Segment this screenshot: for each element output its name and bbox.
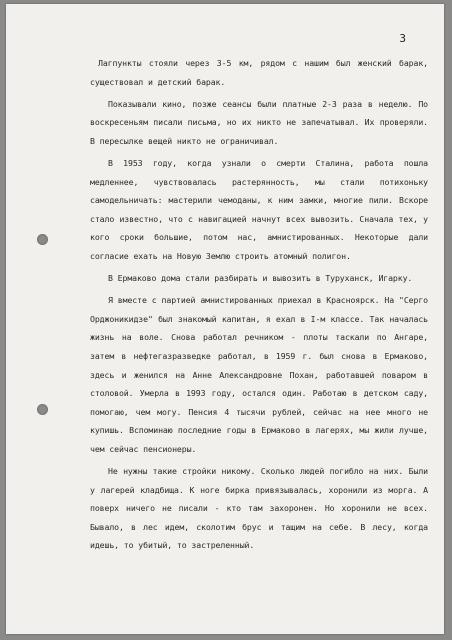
paragraph: В Ермаково дома стали разбирать и вывозить в Туруханск, Игарку. — [108, 273, 413, 284]
page-number: 3 — [399, 32, 406, 45]
paragraph: Показывали кино, позже сеансы были платные 2-3 раза в неделю. По воскресеньям писали письма, но их никто не запечатывал. Их проверяли. В пересылке вещей никто не ограничивал. — [90, 98, 428, 146]
paragraph: Я вместе с партией амнистированных приехал в Красноярск. На "Серго Орджоникидзе" был знакомый капитан, я ехал в I-м классе. Так началась жизнь на воле. Снова работал речником - плоты таскали по Ангаре, затем в нефтегазразведке работал, в 1959 г. был снова в Ермаково, здесь и женился на Анне Александровне Похан, работавшей поваром в столовой. Умерла в 1993 году, остался один. Работаю в детском саду, помогаю, чем могу. Пенсия 4 тысячи рублей, сейчас на нее много не купишь. Вспоминаю последние годы в Ермаково в лагерях, мы жили лучше, чем сейчас пенсионеры. — [90, 295, 428, 454]
punch-hole — [37, 234, 48, 245]
punch-hole — [37, 404, 48, 415]
paragraph: В 1953 году, когда узнали о смерти Сталина, работа пошла медленнее, чувствовалась растерянность, мы стали потихоньку самодельничать: мастерили чемоданы, к ним замки, многие пили. Вскоре стало известно, что с навигацией начнут всех вывозить. Сначала тех, у кого сроки большие, потом нас, амнистированных. Некоторые дали согласие ехать на Новую Землю строить атомный полигон. — [90, 157, 428, 261]
body-text — [90, 54, 428, 558]
paragraph: Лагпункты стояли через 3-5 км, рядом с нашим был женский барак, существовал и детский барак. — [90, 58, 428, 87]
document-page — [6, 4, 444, 634]
paragraph: Не нужны такие стройки никому. Сколько людей погибло на них. Были у лагерей кладбища. К ноге бирка привязывалась, хоронили из морга. А поверх ничего не писали - кто там захоронен. Но хоронили не всех. Бывало, в лес идем, сколотим брус и тащим на себе. В лесу, когда идешь, то убитый, то застреленный. — [90, 465, 428, 551]
